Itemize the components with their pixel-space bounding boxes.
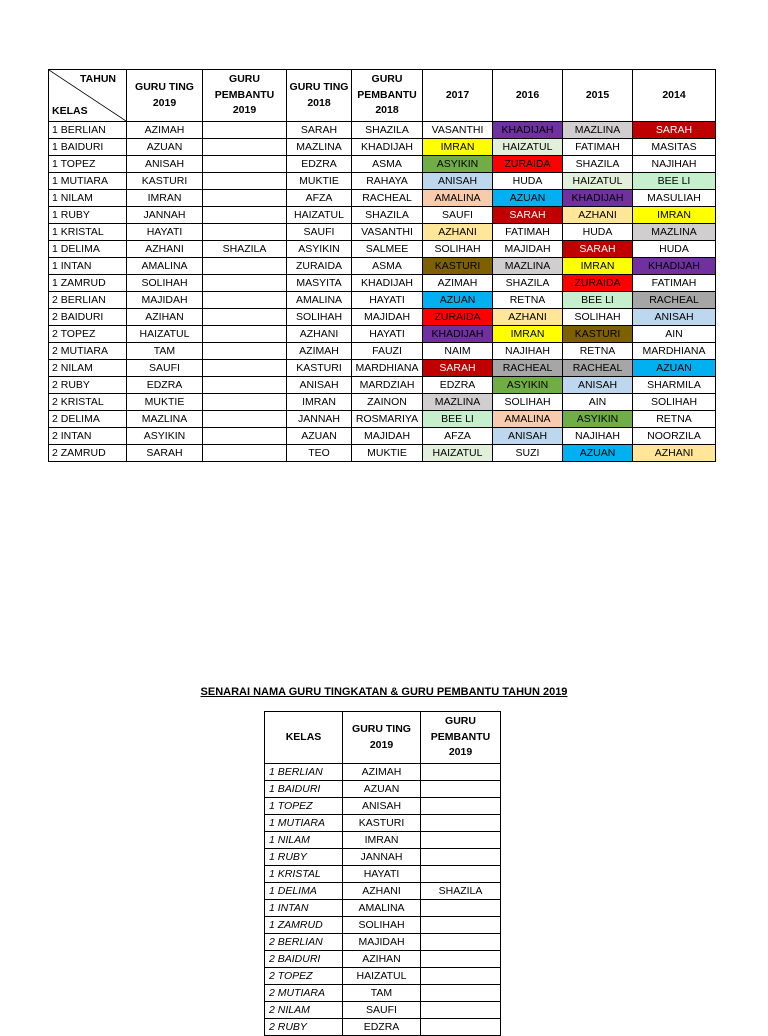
list-guru-ting-cell: AZIHAN	[343, 951, 421, 968]
kelas-cell: 2 DELIMA	[49, 411, 127, 428]
guru-ting-2018-cell: MUKTIE	[287, 173, 352, 190]
list-kelas-cell: 1 BERLIAN	[265, 764, 343, 781]
list-guru-pembantu-cell	[421, 815, 501, 832]
table-row	[49, 309, 716, 326]
list-guru-pembantu-cell	[421, 934, 501, 951]
guru-pembantu-2019-cell	[203, 122, 287, 139]
list-kelas-cell: 1 BAIDURI	[265, 781, 343, 798]
list-row	[265, 1002, 501, 1019]
list-kelas-cell: 2 BERLIAN	[265, 934, 343, 951]
year-2015-cell: RACHEAL	[563, 360, 633, 377]
list-guru-ting-cell: SAUFI	[343, 1002, 421, 1019]
year-2014-cell: SHARMILA	[633, 377, 716, 394]
year-2015-cell: SOLIHAH	[563, 309, 633, 326]
year-2017-cell: KASTURI	[423, 258, 493, 275]
guru-pembantu-2018-cell: RACHEAL	[352, 190, 423, 207]
list-guru-pembantu-cell	[421, 764, 501, 781]
kelas-cell: 2 ZAMRUD	[49, 445, 127, 462]
guru-pembantu-2018-cell: ASMA	[352, 258, 423, 275]
guru-pembantu-2019-cell	[203, 428, 287, 445]
guru-ting-2018-cell: AFZA	[287, 190, 352, 207]
year-2015-cell: HAIZATUL	[563, 173, 633, 190]
list-row	[265, 951, 501, 968]
list-guru-pembantu-cell	[421, 866, 501, 883]
table-row	[49, 224, 716, 241]
list-kelas-cell: 2 BAIDURI	[265, 951, 343, 968]
guru-pembantu-2018-cell: MARDZIAH	[352, 377, 423, 394]
list-guru-ting-cell: AZHANI	[343, 883, 421, 900]
guru-pembantu-2018-cell: SHAZILA	[352, 207, 423, 224]
guru-ting-2019-cell: AZHANI	[127, 241, 203, 258]
year-2014-cell: NOORZILA	[633, 428, 716, 445]
year-2014-cell: SARAH	[633, 122, 716, 139]
list-header-row	[265, 712, 501, 764]
guru-pembantu-2018-cell: FAUZI	[352, 343, 423, 360]
header-guru-ting-2019: GURU TING 2019	[127, 70, 203, 122]
guru-pembantu-2018-cell: ZAINON	[352, 394, 423, 411]
year-2014-cell: RACHEAL	[633, 292, 716, 309]
list-guru-pembantu-cell	[421, 1019, 501, 1036]
year-2014-cell: MARDHIANA	[633, 343, 716, 360]
kelas-cell: 2 NILAM	[49, 360, 127, 377]
year-2017-cell: BEE LI	[423, 411, 493, 428]
guru-ting-2018-cell: AMALINA	[287, 292, 352, 309]
guru-ting-2019-cell: SOLIHAH	[127, 275, 203, 292]
guru-pembantu-2018-cell: HAYATI	[352, 326, 423, 343]
year-2015-cell: ZURAIDA	[563, 275, 633, 292]
guru-pembantu-2019-cell	[203, 394, 287, 411]
list-guru-ting-cell: KASTURI	[343, 815, 421, 832]
guru-ting-2019-cell: ANISAH	[127, 156, 203, 173]
list-guru-ting-cell: TAM	[343, 985, 421, 1002]
year-2015-cell: NAJIHAH	[563, 428, 633, 445]
list-guru-pembantu-cell	[421, 968, 501, 985]
table-row	[49, 445, 716, 462]
guru-pembantu-2019-cell	[203, 377, 287, 394]
guru-ting-2018-cell: MASYITA	[287, 275, 352, 292]
teacher-list-body	[265, 764, 501, 1036]
year-2015-cell: AZUAN	[563, 445, 633, 462]
guru-pembantu-2019-cell	[203, 343, 287, 360]
year-2014-cell: AZHANI	[633, 445, 716, 462]
guru-ting-2018-cell: AZHANI	[287, 326, 352, 343]
guru-ting-2018-cell: IMRAN	[287, 394, 352, 411]
guru-ting-2018-cell: EDZRA	[287, 156, 352, 173]
list-kelas-cell: 2 NILAM	[265, 1002, 343, 1019]
guru-pembantu-2019-cell	[203, 190, 287, 207]
guru-pembantu-2018-cell: MARDHIANA	[352, 360, 423, 377]
year-2017-cell: SAUFI	[423, 207, 493, 224]
year-2017-cell: AMALINA	[423, 190, 493, 207]
year-2014-cell: BEE LI	[633, 173, 716, 190]
list-row	[265, 1019, 501, 1036]
kelas-cell: 2 BERLIAN	[49, 292, 127, 309]
guru-ting-2019-cell: MUKTIE	[127, 394, 203, 411]
guru-ting-2018-cell: SAUFI	[287, 224, 352, 241]
list-kelas-cell: 1 ZAMRUD	[265, 917, 343, 934]
guru-ting-2019-cell: TAM	[127, 343, 203, 360]
guru-ting-2019-cell: MAJIDAH	[127, 292, 203, 309]
guru-pembantu-2018-cell: VASANTHI	[352, 224, 423, 241]
table-row	[49, 156, 716, 173]
list-kelas-cell: 1 KRISTAL	[265, 866, 343, 883]
kelas-cell: 1 BERLIAN	[49, 122, 127, 139]
table-row	[49, 275, 716, 292]
kelas-cell: 1 DELIMA	[49, 241, 127, 258]
year-2016-cell: SHAZILA	[493, 275, 563, 292]
kelas-cell: 1 ZAMRUD	[49, 275, 127, 292]
list-kelas-cell: 1 NILAM	[265, 832, 343, 849]
year-2014-cell: RETNA	[633, 411, 716, 428]
header-guru-pembantu-2019: GURU PEMBANTU 2019	[203, 70, 287, 122]
list-row	[265, 764, 501, 781]
guru-ting-2019-cell: HAIZATUL	[127, 326, 203, 343]
guru-ting-2018-cell: KASTURI	[287, 360, 352, 377]
teacher-history-body	[49, 122, 716, 462]
list-header-kelas: KELAS	[265, 712, 343, 764]
teacher-history-table	[48, 69, 716, 462]
guru-pembantu-2018-cell: ROSMARIYA	[352, 411, 423, 428]
list-guru-ting-cell: ANISAH	[343, 798, 421, 815]
year-2015-cell: AIN	[563, 394, 633, 411]
year-2015-cell: HUDA	[563, 224, 633, 241]
list-kelas-cell: 1 RUBY	[265, 849, 343, 866]
year-2014-cell: AZUAN	[633, 360, 716, 377]
guru-ting-2018-cell: AZUAN	[287, 428, 352, 445]
table-row	[49, 343, 716, 360]
guru-pembantu-2019-cell	[203, 292, 287, 309]
list-guru-pembantu-cell	[421, 798, 501, 815]
teacher-list-2019-table	[264, 711, 501, 1036]
list-title-text: SENARAI NAMA GURU TINGKATAN & GURU PEMBANTU TAHUN 2019	[200, 686, 568, 698]
year-2016-cell: AZUAN	[493, 190, 563, 207]
list-guru-pembantu-cell	[421, 900, 501, 917]
guru-ting-2019-cell: AZIMAH	[127, 122, 203, 139]
guru-ting-2019-cell: AZUAN	[127, 139, 203, 156]
year-2017-cell: HAIZATUL	[423, 445, 493, 462]
guru-pembantu-2018-cell: KHADIJAH	[352, 275, 423, 292]
year-2016-cell: AZHANI	[493, 309, 563, 326]
year-2017-cell: MAZLINA	[423, 394, 493, 411]
header-2015: 2015	[563, 70, 633, 122]
guru-ting-2019-cell: HAYATI	[127, 224, 203, 241]
year-2016-cell: SARAH	[493, 207, 563, 224]
year-2014-cell: KHADIJAH	[633, 258, 716, 275]
year-2017-cell: IMRAN	[423, 139, 493, 156]
table-row	[49, 326, 716, 343]
list-guru-pembantu-cell	[421, 849, 501, 866]
guru-pembantu-2019-cell	[203, 258, 287, 275]
year-2017-cell: AZIMAH	[423, 275, 493, 292]
table-row	[49, 411, 716, 428]
year-2017-cell: AZHANI	[423, 224, 493, 241]
guru-pembantu-2019-cell	[203, 207, 287, 224]
kelas-cell: 1 KRISTAL	[49, 224, 127, 241]
list-row	[265, 883, 501, 900]
year-2016-cell: ASYIKIN	[493, 377, 563, 394]
list-row	[265, 900, 501, 917]
table-row	[49, 139, 716, 156]
kelas-cell: 1 INTAN	[49, 258, 127, 275]
guru-pembantu-2019-cell: SHAZILA	[203, 241, 287, 258]
year-2017-cell: EDZRA	[423, 377, 493, 394]
kelas-cell: 1 NILAM	[49, 190, 127, 207]
guru-pembantu-2018-cell: ASMA	[352, 156, 423, 173]
guru-ting-2018-cell: HAIZATUL	[287, 207, 352, 224]
guru-ting-2019-cell: EDZRA	[127, 377, 203, 394]
guru-ting-2018-cell: ZURAIDA	[287, 258, 352, 275]
guru-pembantu-2019-cell	[203, 173, 287, 190]
table-row	[49, 241, 716, 258]
year-2017-cell: KHADIJAH	[423, 326, 493, 343]
table-row	[49, 173, 716, 190]
guru-pembantu-2019-cell	[203, 445, 287, 462]
table-row	[49, 190, 716, 207]
kelas-cell: 2 MUTIARA	[49, 343, 127, 360]
year-2015-cell: ASYIKIN	[563, 411, 633, 428]
list-guru-ting-cell: SOLIHAH	[343, 917, 421, 934]
guru-pembantu-2019-cell	[203, 309, 287, 326]
list-guru-ting-cell: AMALINA	[343, 900, 421, 917]
guru-pembantu-2019-cell	[203, 224, 287, 241]
year-2017-cell: VASANTHI	[423, 122, 493, 139]
table-row	[49, 360, 716, 377]
table-row	[49, 428, 716, 445]
guru-ting-2019-cell: ASYIKIN	[127, 428, 203, 445]
guru-pembantu-2018-cell: MUKTIE	[352, 445, 423, 462]
table-row	[49, 122, 716, 139]
header-2017: 2017	[423, 70, 493, 122]
list-row	[265, 832, 501, 849]
guru-ting-2019-cell: SAUFI	[127, 360, 203, 377]
year-2015-cell: ANISAH	[563, 377, 633, 394]
list-guru-ting-cell: EDZRA	[343, 1019, 421, 1036]
guru-pembantu-2018-cell: KHADIJAH	[352, 139, 423, 156]
guru-pembantu-2018-cell: MAJIDAH	[352, 309, 423, 326]
guru-ting-2019-cell: KASTURI	[127, 173, 203, 190]
guru-ting-2019-cell: IMRAN	[127, 190, 203, 207]
list-kelas-cell: 2 MUTIARA	[265, 985, 343, 1002]
kelas-cell: 2 INTAN	[49, 428, 127, 445]
kelas-cell: 1 RUBY	[49, 207, 127, 224]
table-row	[49, 292, 716, 309]
header-row	[49, 70, 716, 122]
kelas-cell: 2 RUBY	[49, 377, 127, 394]
list-row	[265, 781, 501, 798]
guru-pembantu-2019-cell	[203, 275, 287, 292]
guru-ting-2018-cell: TEO	[287, 445, 352, 462]
header-2016: 2016	[493, 70, 563, 122]
year-2016-cell: KHADIJAH	[493, 122, 563, 139]
year-2017-cell: AZUAN	[423, 292, 493, 309]
guru-pembantu-2019-cell	[203, 360, 287, 377]
kelas-cell: 2 KRISTAL	[49, 394, 127, 411]
year-2014-cell: MASITAS	[633, 139, 716, 156]
guru-pembantu-2019-cell	[203, 156, 287, 173]
list-title	[0, 686, 768, 698]
guru-ting-2018-cell: SARAH	[287, 122, 352, 139]
list-row	[265, 849, 501, 866]
year-2016-cell: IMRAN	[493, 326, 563, 343]
year-2015-cell: SHAZILA	[563, 156, 633, 173]
year-2014-cell: HUDA	[633, 241, 716, 258]
list-header-guru-pembantu-2019: GURU PEMBANTU 2019	[421, 712, 501, 764]
header-tahun: TAHUN	[80, 73, 116, 85]
list-guru-pembantu-cell: SHAZILA	[421, 883, 501, 900]
year-2014-cell: IMRAN	[633, 207, 716, 224]
year-2016-cell: SOLIHAH	[493, 394, 563, 411]
guru-ting-2018-cell: JANNAH	[287, 411, 352, 428]
year-2014-cell: AIN	[633, 326, 716, 343]
guru-pembantu-2018-cell: MAJIDAH	[352, 428, 423, 445]
guru-ting-2018-cell: ASYIKIN	[287, 241, 352, 258]
year-2017-cell: SARAH	[423, 360, 493, 377]
year-2016-cell: RETNA	[493, 292, 563, 309]
kelas-cell: 1 BAIDURI	[49, 139, 127, 156]
guru-pembantu-2019-cell	[203, 411, 287, 428]
list-kelas-cell: 1 INTAN	[265, 900, 343, 917]
list-guru-ting-cell: JANNAH	[343, 849, 421, 866]
kelas-cell: 1 TOPEZ	[49, 156, 127, 173]
list-guru-pembantu-cell	[421, 985, 501, 1002]
guru-ting-2018-cell: MAZLINA	[287, 139, 352, 156]
guru-ting-2018-cell: ANISAH	[287, 377, 352, 394]
header-guru-ting-2018: GURU TING 2018	[287, 70, 352, 122]
list-guru-pembantu-cell	[421, 1002, 501, 1019]
guru-ting-2019-cell: AZIHAN	[127, 309, 203, 326]
year-2015-cell: MAZLINA	[563, 122, 633, 139]
year-2015-cell: RETNA	[563, 343, 633, 360]
year-2014-cell: FATIMAH	[633, 275, 716, 292]
year-2015-cell: KHADIJAH	[563, 190, 633, 207]
year-2016-cell: RACHEAL	[493, 360, 563, 377]
header-2014: 2014	[633, 70, 716, 122]
table-row	[49, 207, 716, 224]
guru-pembantu-2018-cell: SALMEE	[352, 241, 423, 258]
list-guru-pembantu-cell	[421, 781, 501, 798]
year-2016-cell: SUZI	[493, 445, 563, 462]
list-row	[265, 917, 501, 934]
year-2015-cell: IMRAN	[563, 258, 633, 275]
year-2015-cell: SARAH	[563, 241, 633, 258]
list-row	[265, 968, 501, 985]
corner-header-cell	[49, 70, 127, 122]
table-row	[49, 377, 716, 394]
list-guru-ting-cell: HAIZATUL	[343, 968, 421, 985]
list-row	[265, 934, 501, 951]
year-2017-cell: ANISAH	[423, 173, 493, 190]
year-2014-cell: SOLIHAH	[633, 394, 716, 411]
header-guru-pembantu-2018: GURU PEMBANTU 2018	[352, 70, 423, 122]
list-kelas-cell: 2 TOPEZ	[265, 968, 343, 985]
guru-pembantu-2019-cell	[203, 139, 287, 156]
year-2016-cell: ANISAH	[493, 428, 563, 445]
year-2014-cell: MAZLINA	[633, 224, 716, 241]
list-kelas-cell: 1 TOPEZ	[265, 798, 343, 815]
list-row	[265, 866, 501, 883]
list-guru-ting-cell: AZIMAH	[343, 764, 421, 781]
year-2017-cell: ZURAIDA	[423, 309, 493, 326]
year-2016-cell: HAIZATUL	[493, 139, 563, 156]
list-guru-pembantu-cell	[421, 951, 501, 968]
year-2017-cell: ASYIKIN	[423, 156, 493, 173]
list-kelas-cell: 1 DELIMA	[265, 883, 343, 900]
guru-pembantu-2018-cell: SHAZILA	[352, 122, 423, 139]
guru-ting-2019-cell: AMALINA	[127, 258, 203, 275]
table-row	[49, 394, 716, 411]
list-row	[265, 985, 501, 1002]
header-kelas: KELAS	[52, 105, 88, 118]
guru-ting-2019-cell: JANNAH	[127, 207, 203, 224]
list-guru-pembantu-cell	[421, 832, 501, 849]
table-row	[49, 258, 716, 275]
year-2017-cell: AFZA	[423, 428, 493, 445]
kelas-cell: 2 TOPEZ	[49, 326, 127, 343]
year-2016-cell: ZURAIDA	[493, 156, 563, 173]
list-guru-ting-cell: IMRAN	[343, 832, 421, 849]
year-2014-cell: ANISAH	[633, 309, 716, 326]
year-2015-cell: KASTURI	[563, 326, 633, 343]
guru-pembantu-2019-cell	[203, 326, 287, 343]
list-header-guru-ting-2019: GURU TING 2019	[343, 712, 421, 764]
list-kelas-cell: 2 RUBY	[265, 1019, 343, 1036]
list-row	[265, 798, 501, 815]
list-guru-pembantu-cell	[421, 917, 501, 934]
guru-ting-2018-cell: SOLIHAH	[287, 309, 352, 326]
year-2017-cell: SOLIHAH	[423, 241, 493, 258]
year-2015-cell: AZHANI	[563, 207, 633, 224]
guru-pembantu-2018-cell: RAHAYA	[352, 173, 423, 190]
year-2015-cell: BEE LI	[563, 292, 633, 309]
year-2016-cell: FATIMAH	[493, 224, 563, 241]
year-2017-cell: NAIM	[423, 343, 493, 360]
year-2016-cell: MAJIDAH	[493, 241, 563, 258]
kelas-cell: 1 MUTIARA	[49, 173, 127, 190]
guru-pembantu-2018-cell: HAYATI	[352, 292, 423, 309]
list-row	[265, 815, 501, 832]
year-2016-cell: MAZLINA	[493, 258, 563, 275]
year-2016-cell: AMALINA	[493, 411, 563, 428]
year-2016-cell: HUDA	[493, 173, 563, 190]
year-2014-cell: MASULIAH	[633, 190, 716, 207]
list-guru-ting-cell: HAYATI	[343, 866, 421, 883]
year-2014-cell: NAJIHAH	[633, 156, 716, 173]
list-guru-ting-cell: MAJIDAH	[343, 934, 421, 951]
year-2015-cell: FATIMAH	[563, 139, 633, 156]
guru-ting-2019-cell: MAZLINA	[127, 411, 203, 428]
year-2016-cell: NAJIHAH	[493, 343, 563, 360]
list-kelas-cell: 1 MUTIARA	[265, 815, 343, 832]
kelas-cell: 2 BAIDURI	[49, 309, 127, 326]
list-guru-ting-cell: AZUAN	[343, 781, 421, 798]
guru-ting-2018-cell: AZIMAH	[287, 343, 352, 360]
guru-ting-2019-cell: SARAH	[127, 445, 203, 462]
